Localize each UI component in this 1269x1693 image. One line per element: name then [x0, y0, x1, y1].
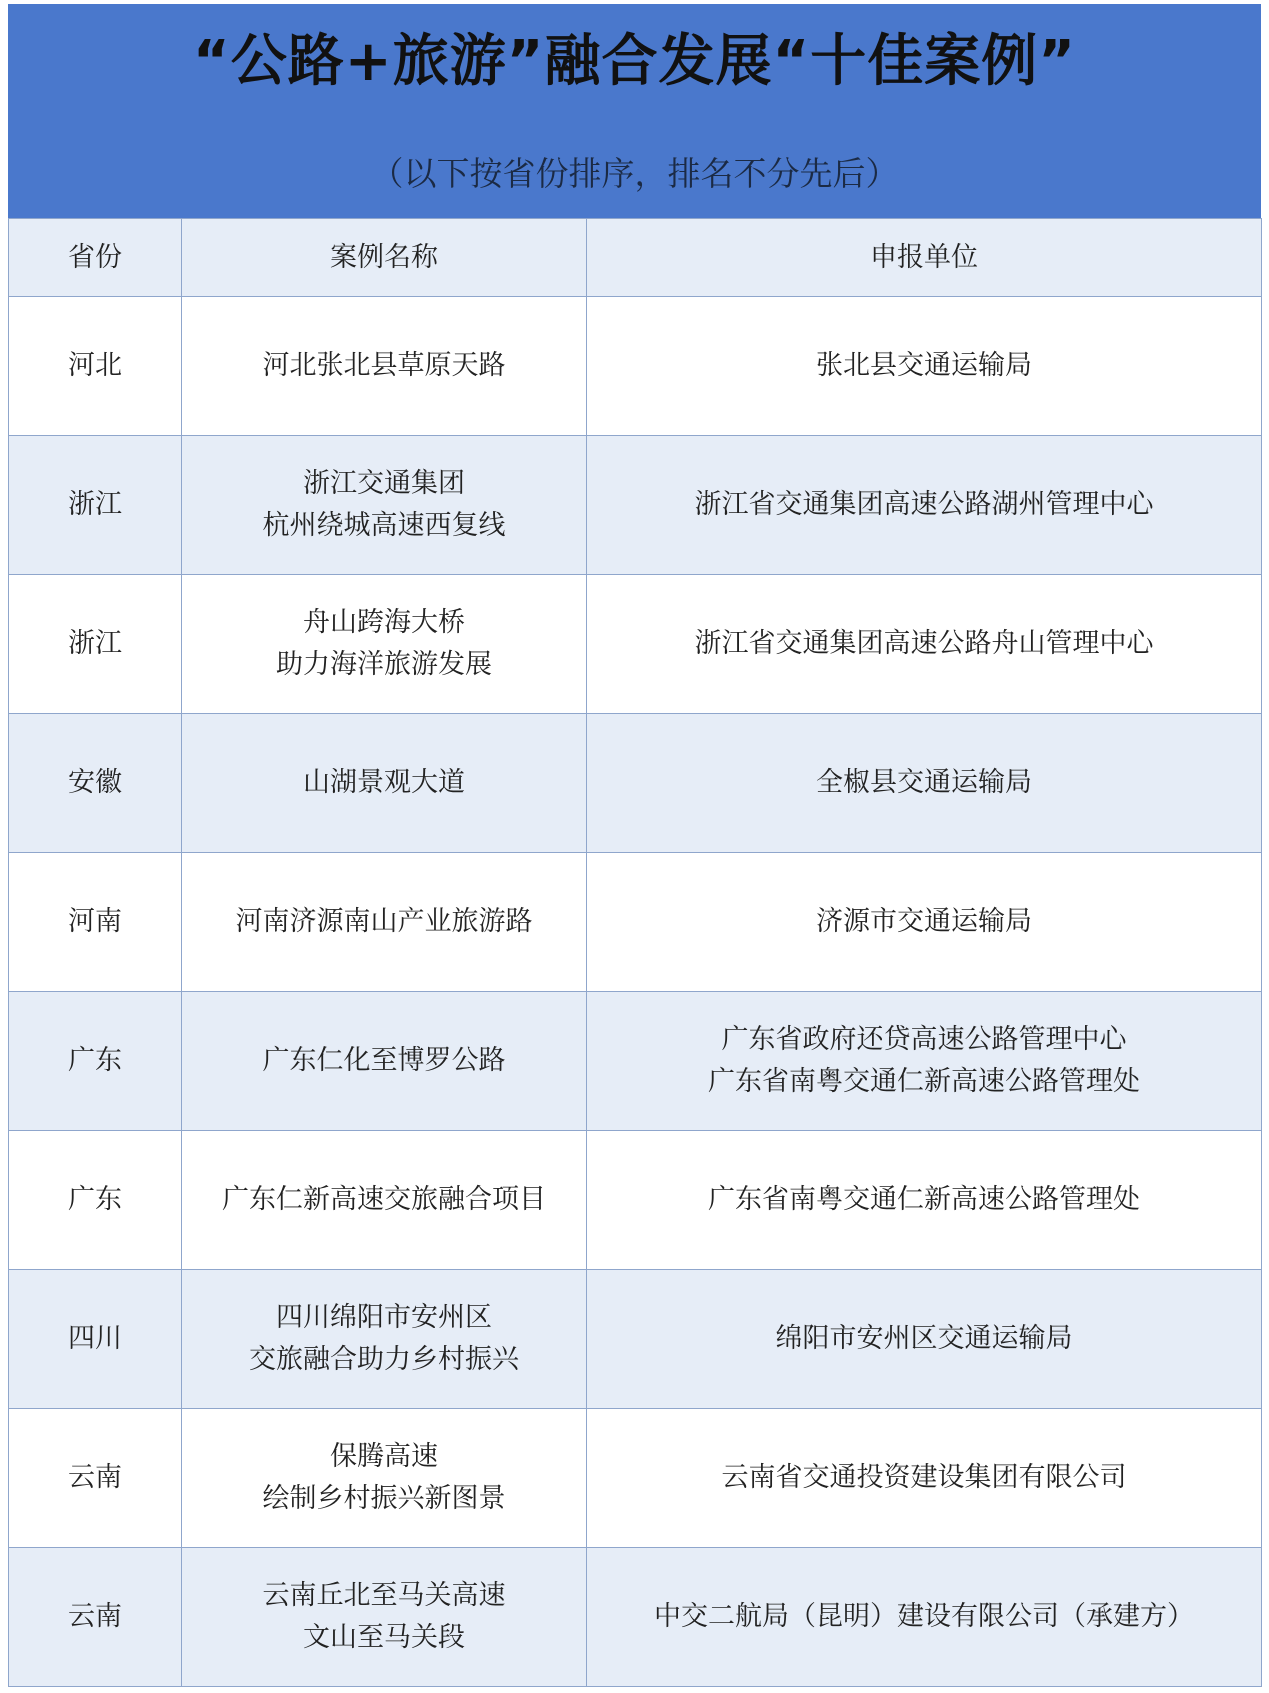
province-cell: 云南: [9, 1548, 182, 1687]
table-row: [9, 1548, 1262, 1687]
case-name-line: 广东仁新高速交旅融合项目: [222, 1184, 546, 1215]
table-row: [9, 575, 1262, 714]
case-name-line: 文山至马关段: [303, 1622, 465, 1653]
table-row: [9, 297, 1262, 436]
cases-table: [8, 218, 1262, 1687]
case-name-cell: [182, 853, 587, 992]
province-cell: 河北: [9, 297, 182, 436]
unit-line: 广东省政府还贷高速公路管理中心: [721, 1024, 1127, 1055]
column-header-case-name: 案例名称: [182, 219, 587, 297]
unit-cell: [587, 297, 1262, 436]
province-cell: 云南: [9, 1409, 182, 1548]
case-name-cell: [182, 1409, 587, 1548]
case-name-line: 杭州绕城高速西复线: [262, 510, 506, 541]
case-name-line: 云南丘北至马关高速: [262, 1580, 506, 1611]
unit-cell: [587, 436, 1262, 575]
case-name-line: 浙江交通集团: [303, 468, 465, 499]
unit-cell: [587, 714, 1262, 853]
unit-cell: [587, 1270, 1262, 1409]
case-name-cell: [182, 1131, 587, 1270]
unit-line: 广东省南粤交通仁新高速公路管理处: [708, 1184, 1140, 1215]
unit-line: 浙江省交通集团高速公路湖州管理中心: [694, 489, 1154, 520]
page-subtitle: （以下按省份排序，排名不分先后）: [370, 154, 899, 193]
case-name-cell: [182, 575, 587, 714]
unit-line: 浙江省交通集团高速公路舟山管理中心: [694, 628, 1154, 659]
province-cell: 四川: [9, 1270, 182, 1409]
province-cell: 河南: [9, 853, 182, 992]
province-cell: 广东: [9, 992, 182, 1131]
province-cell: 广东: [9, 1131, 182, 1270]
table-row: [9, 1270, 1262, 1409]
case-name-cell: [182, 297, 587, 436]
case-name-line: 广东仁化至博罗公路: [262, 1045, 506, 1076]
case-name-cell: [182, 992, 587, 1131]
page-title: “公路+旅游”融合发展“十佳案例”: [192, 29, 1077, 94]
case-name-cell: [182, 714, 587, 853]
unit-line: 张北县交通运输局: [816, 350, 1032, 381]
unit-cell: [587, 1409, 1262, 1548]
unit-cell: [587, 1131, 1262, 1270]
table-row: [9, 992, 1262, 1131]
case-name-line: 四川绵阳市安州区: [276, 1302, 492, 1333]
case-name-cell: [182, 436, 587, 575]
province-cell: 浙江: [9, 575, 182, 714]
table-row: [9, 853, 1262, 992]
case-name-line: 助力海洋旅游发展: [276, 649, 492, 680]
case-name-cell: [182, 1270, 587, 1409]
unit-line: 绵阳市安州区交通运输局: [775, 1323, 1073, 1354]
column-header-province: 省份: [9, 219, 182, 297]
table-row: [9, 1131, 1262, 1270]
unit-line: 云南省交通投资建设集团有限公司: [721, 1462, 1127, 1493]
title-banner: [8, 4, 1261, 218]
case-name-line: 舟山跨海大桥: [303, 607, 465, 638]
table-body: [9, 297, 1262, 1687]
unit-cell: [587, 992, 1262, 1131]
unit-cell: [587, 853, 1262, 992]
province-cell: 浙江: [9, 436, 182, 575]
case-name-line: 河北张北县草原天路: [262, 350, 506, 381]
case-name-cell: [182, 1548, 587, 1687]
case-name-line: 绘制乡村振兴新图景: [262, 1483, 506, 1514]
table-header-row: [9, 219, 1262, 297]
unit-line: 全椒县交通运输局: [816, 767, 1032, 798]
page-frame: [8, 4, 1261, 1687]
table-row: [9, 1409, 1262, 1548]
table-row: [9, 714, 1262, 853]
case-name-line: 保腾高速: [330, 1441, 438, 1472]
unit-line: 中交二航局（昆明）建设有限公司（承建方）: [654, 1601, 1194, 1632]
case-name-line: 河南济源南山产业旅游路: [235, 906, 533, 937]
province-cell: 安徽: [9, 714, 182, 853]
unit-line: 广东省南粤交通仁新高速公路管理处: [708, 1066, 1140, 1097]
column-header-unit: 申报单位: [587, 219, 1262, 297]
unit-cell: [587, 575, 1262, 714]
case-name-line: 交旅融合助力乡村振兴: [249, 1344, 519, 1375]
unit-cell: [587, 1548, 1262, 1687]
unit-line: 济源市交通运输局: [816, 906, 1032, 937]
case-name-line: 山湖景观大道: [303, 767, 465, 798]
table-row: [9, 436, 1262, 575]
